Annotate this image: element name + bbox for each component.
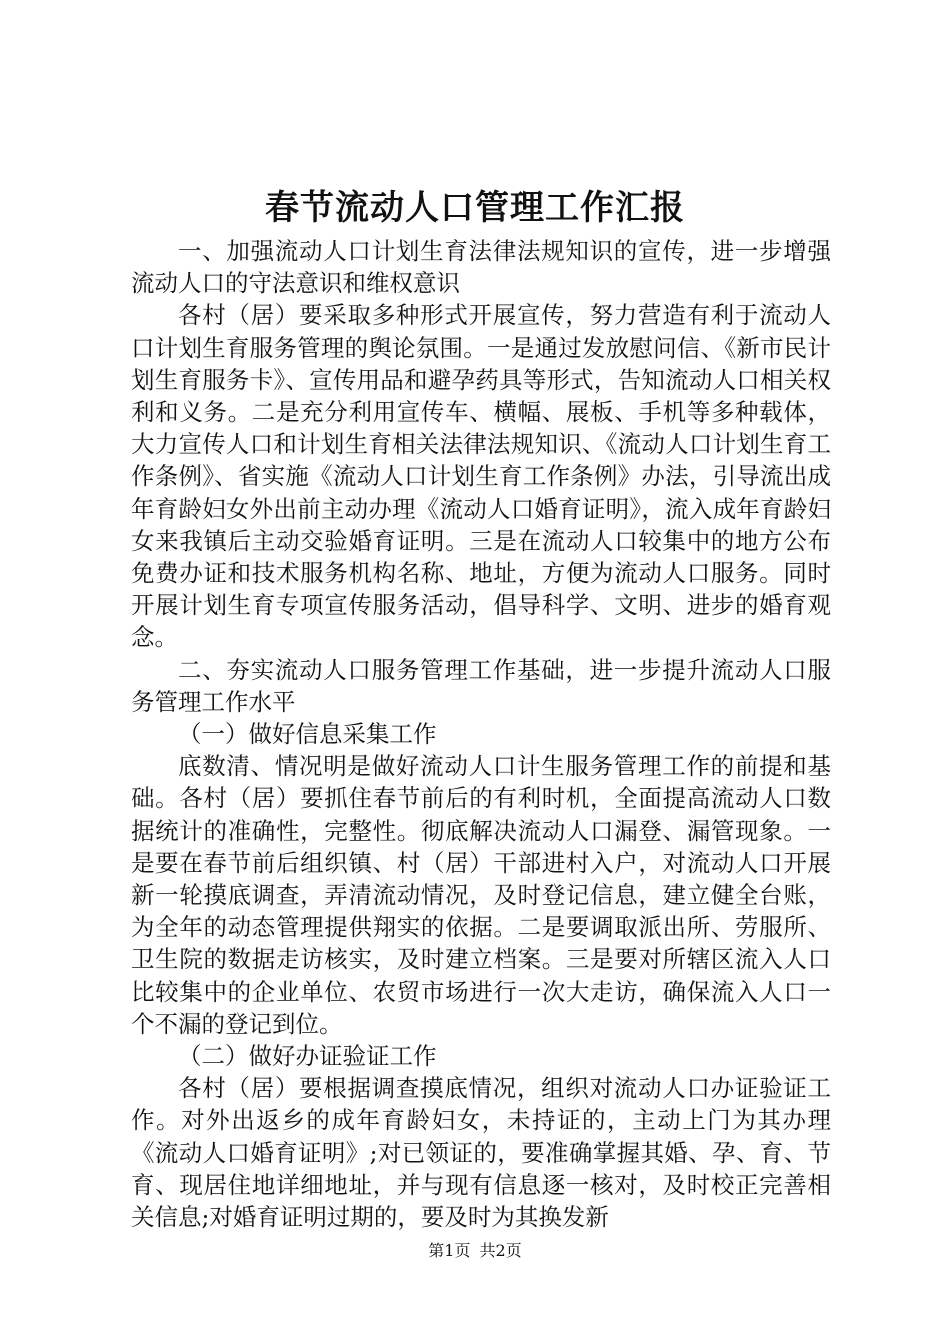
section-heading-1: 一、加强流动人口计划生育法律法规知识的宣传，进一步增强流动人口的守法意识和维权意识 [131,237,831,298]
subsection-heading-1: （一）做好信息采集工作 [178,720,437,749]
body-paragraph: 各村（居）要根据调查摸底情况，组织对流动人口办证验证工作。对外出返乡的成年育龄妇女，未持证的，主动上门为其办理《流动人口婚育证明》;对已领证的，要准确掌握其婚、孕、育、节育、现居住地详细地址，并与现有信息逐一核对，及时校正完善相关信息;对婚育证明过期的，要及时为其换发新 [131,1074,831,1232]
body-paragraph: 各村（居）要采取多种形式开展宣传，努力营造有利于流动人口计划生育服务管理的舆论氛围。一是通过发放慰问信、《新市民计划生育服务卡》、宣传用品和避孕药具等形式，告知流动人口相关权利和义务。二是充分利用宣传车、横幅、展板、手机等多种载体，大力宣传人口和计划生育相关法律法规知识、《流动人口计划生育工作条例》、省实施《流动人口计划生育工作条例》办法，引导流出成年育龄妇女外出前主动办理《流动人口婚育证明》，流入成年育龄妇女来我镇后主动交验婚育证明。三是在流动人口较集中的地方公布免费办证和技术服务机构名称、地址，方便为流动人口服务。同时开展计划生育专项宣传服务活动，倡导科学、文明、进步的婚育观念。 [131,301,831,652]
body-paragraph: 底数清、情况明是做好流动人口计生服务管理工作的前提和基础。各村（居）要抓住春节前后的有利时机，全面提高流动人口数据统计的准确性，完整性。彻底解决流动人口漏登、漏管现象。一是要在春节前后组织镇、村（居）干部进村入户，对流动人口开展新一轮摸底调查，弄清流动情况，及时登记信息，建立健全台账，为全年的动态管理提供翔实的依据。二是要调取派出所、劳服所、卫生院的数据走访核实，及时建立档案。三是要对所辖区流入人口比较集中的企业单位、农贸市场进行一次大走访，确保流入人口一个不漏的登记到位。 [131,752,831,1038]
document-body [131,235,831,1233]
page-footer [0,1240,950,1262]
page-total: 共2页 [479,1241,522,1260]
page-number: 第1页 [428,1241,471,1260]
document-title: 春节流动人口管理工作汇报 [265,188,685,228]
subsection-heading-2: （二）做好办证验证工作 [178,1042,437,1071]
section-heading-2: 二、夯实流动人口服务管理工作基础，进一步提升流动人口服务管理工作水平 [131,655,831,716]
